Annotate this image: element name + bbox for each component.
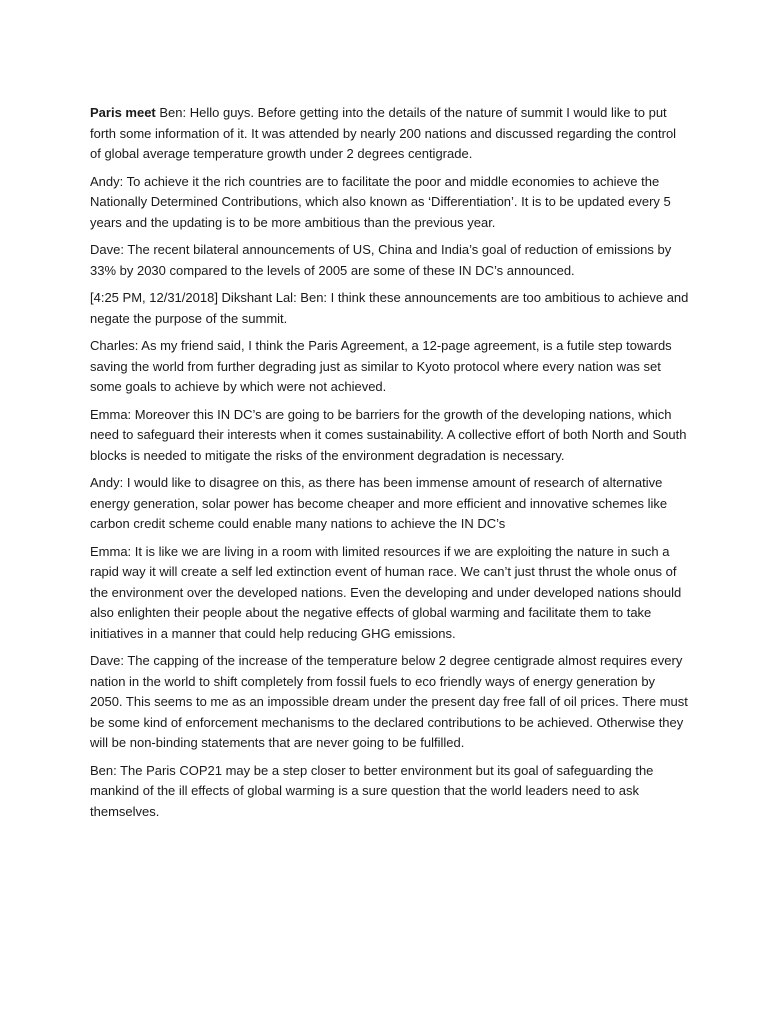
paragraph-heading: Paris meet	[90, 105, 156, 120]
document-body	[90, 103, 690, 829]
paragraph-andy-1: Andy: To achieve it the rich countries are to facilitate the poor and middle economies to achieve the Nationally Determined Contributions, which also known as ‘Differentiation’. It is to be updated every 5 years and the updating is to be more ambitious than the previous year.	[90, 173, 671, 230]
paragraph-dikshant: [4:25 PM, 12/31/2018] Dikshant Lal: Ben: I think these announcements are too ambitious to achieve and negate the purpose of the summit.	[90, 290, 689, 326]
paragraph-ben-closing: Ben: The Paris COP21 may be a step closer to better environment but its goal of safeguarding the mankind of the ill effects of global warming is a sure question that the world leaders need to ask themselves.	[90, 762, 654, 819]
paragraph-emma-2: Emma: It is like we are living in a room with limited resources if we are exploiting the nature in such a rapid way it will create a self led extinction event of human race. We can’t just thrust the whole onus of the environment over the developed nations. Even the developing and under developed nations should also enlighten their people about the negative effects of global warming and facilitate them to take initiatives in a manner that could help reducing GHG emissions.	[90, 543, 682, 641]
paragraph-paris-meet	[90, 103, 690, 165]
paragraph-dave-1: Dave: The recent bilateral announcements of US, China and India’s goal of reduction of emissions by 33% by 2030 compared to the levels of 2005 are some of these IN DC’s announced.	[90, 242, 672, 278]
paragraph-andy-2: Andy: I would like to disagree on this, as there has been immense amount of research of alternative energy generation, solar power has become cheaper and more efficient and innovative schemes like carbon credit scheme could enable many nations to achieve the IN DC’s	[90, 475, 668, 531]
paragraph-dave-2: Dave: The capping of the increase of the temperature below 2 degree centigrade almost requires every nation in the world to shift completely from fossil fuels to eco friendly ways of energy generation by 2050. This seems to me as an impossible dream under the present day free fall of oil prices. There must be some kind of enforcement mechanisms to the declared contributions to be achieved. Otherwise they will be non-binding statements that are never going to be fulfilled.	[90, 653, 688, 750]
paragraph-emma-1: Emma: Moreover this IN DC’s are going to be barriers for the growth of the developing nations, which need to safeguard their interests when it comes sustainability. A collective effort of both North and South blocks is needed to mitigate the risks of the environment degradation is necessary.	[90, 406, 687, 463]
paragraph-charles: Charles: As my friend said, I think the Paris Agreement, a 12-page agreement, is a futile step towards saving the world from further degrading just as similar to Kyoto protocol where every nation was set some goals to achieve by which were not achieved.	[90, 338, 672, 394]
paragraph-text: Ben: Hello guys. Before getting into the details of the nature of summit I would like to put forth some information of it. It was attended by nearly 200 nations and discussed regarding the control of global average temperature growth under 2 degrees centigrade.	[90, 105, 677, 161]
